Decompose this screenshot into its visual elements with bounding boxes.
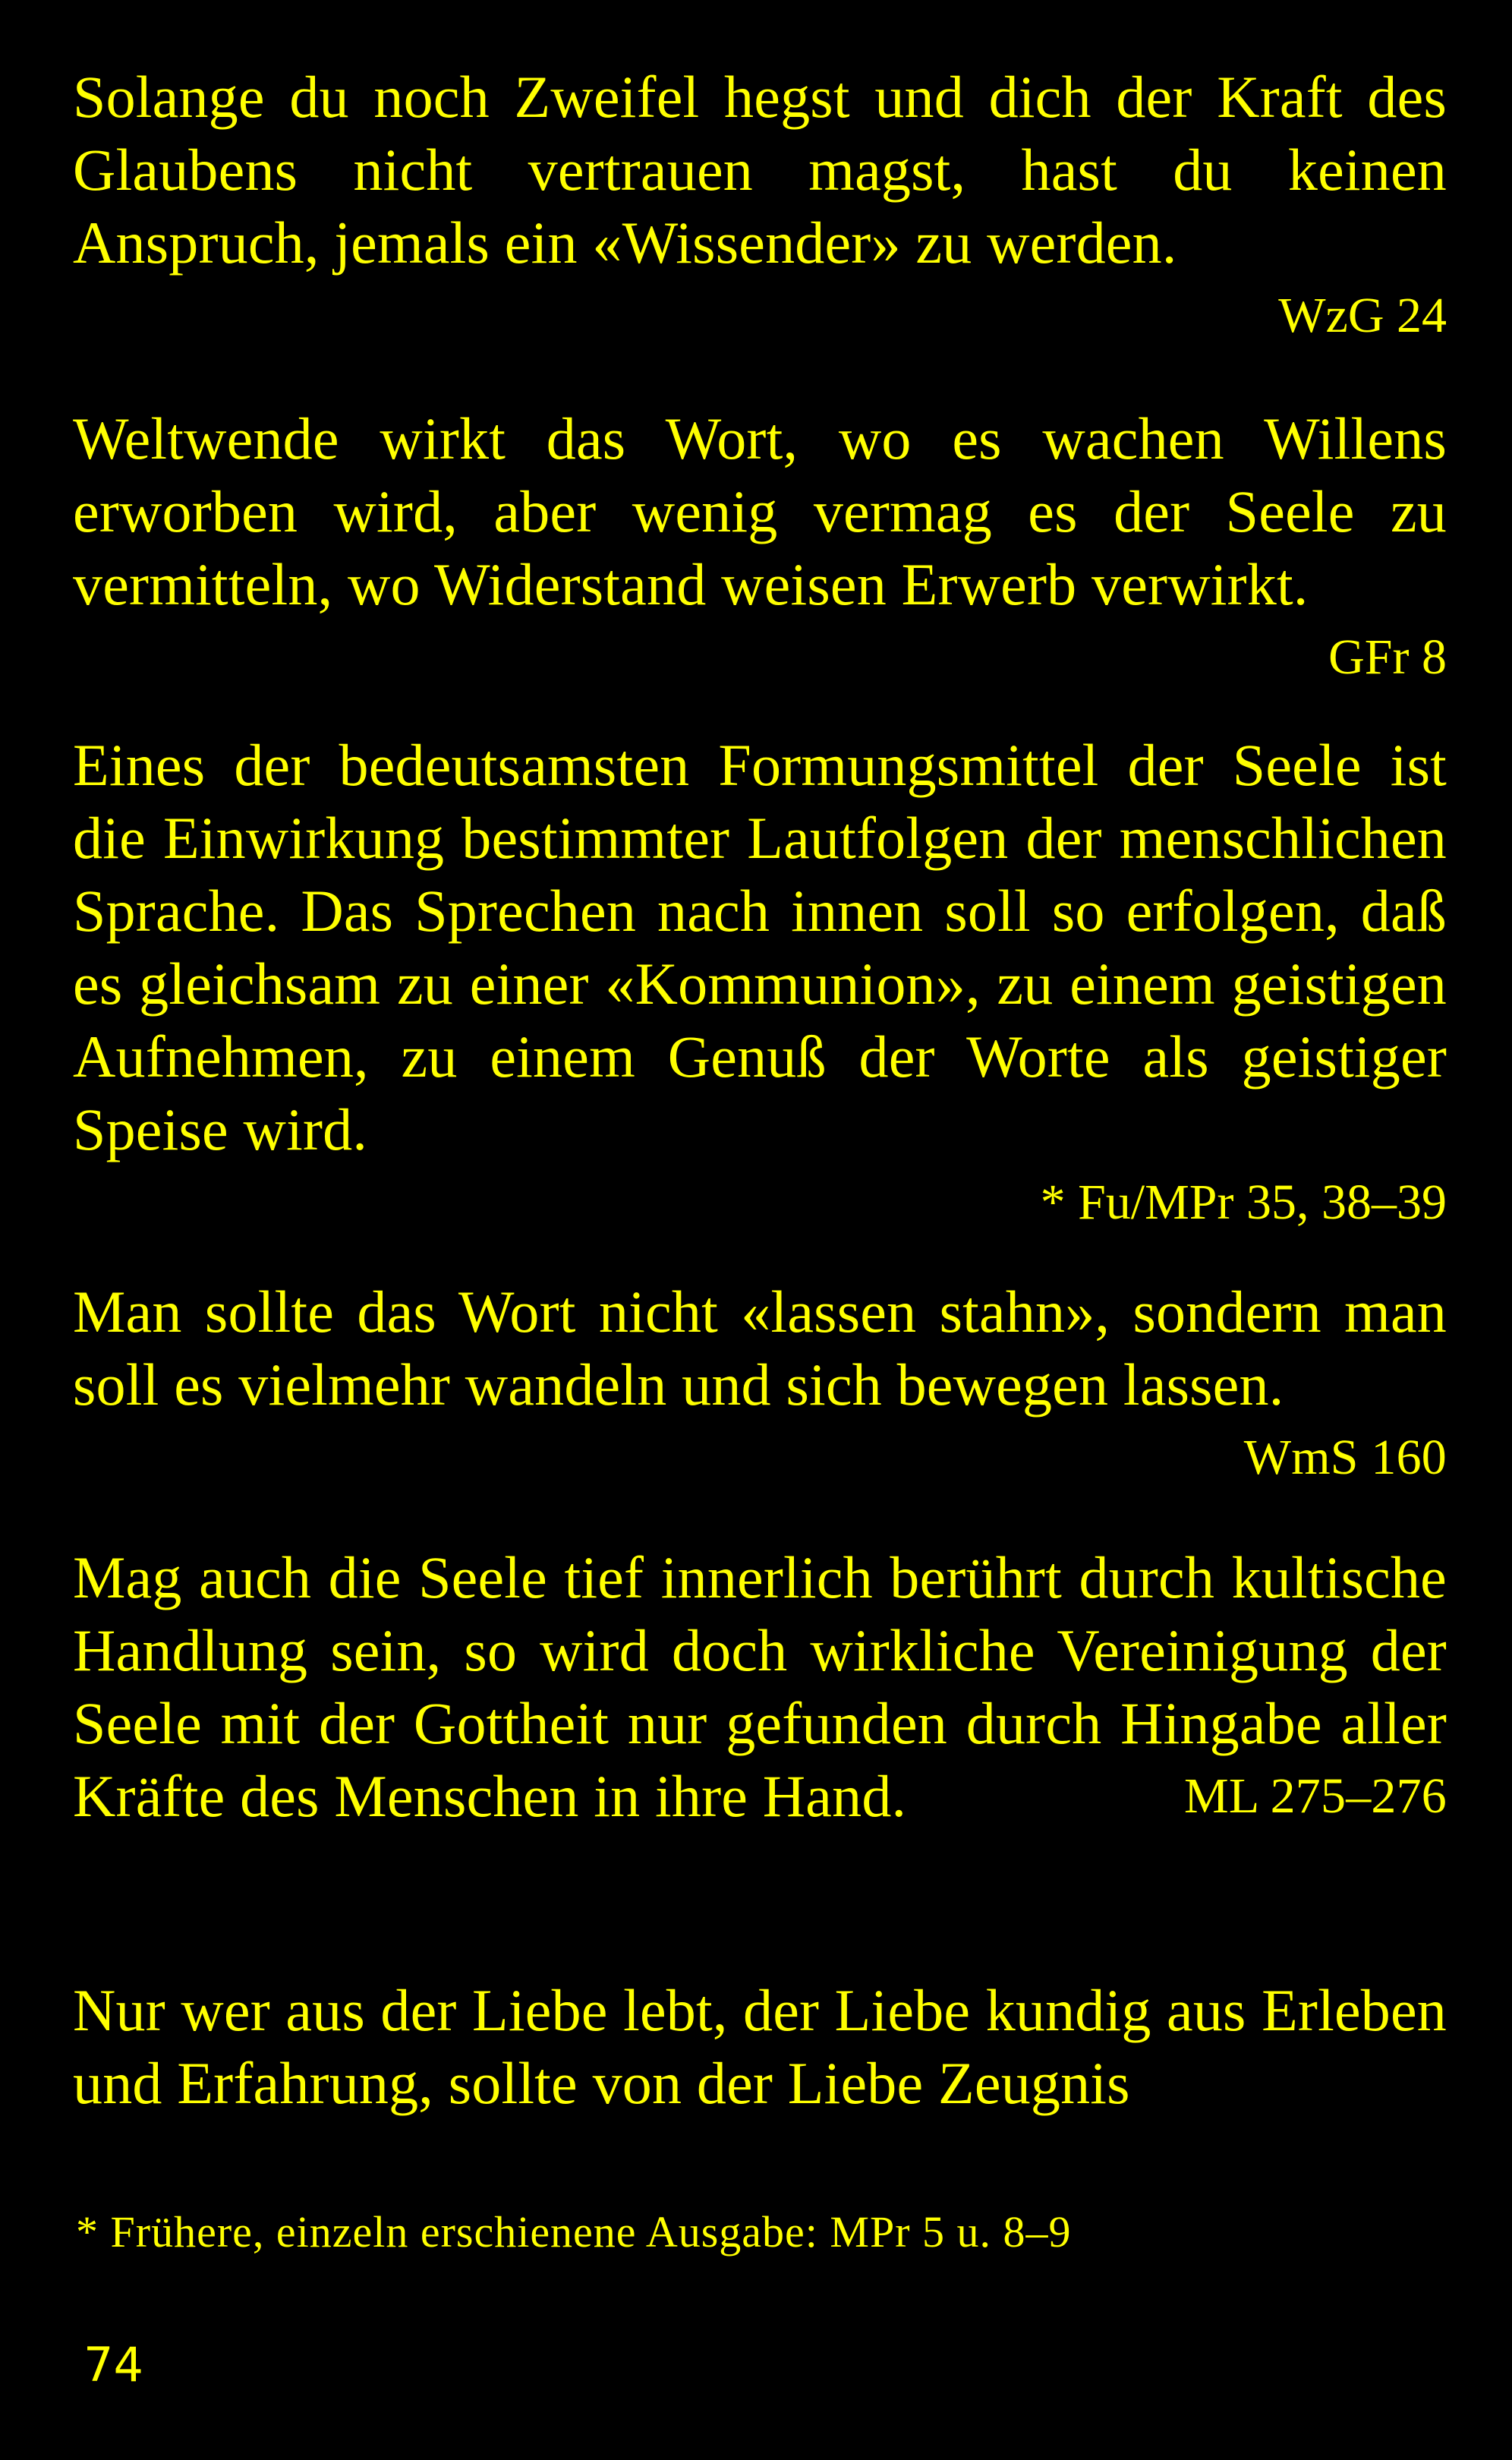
quote-text: Nur wer aus der Liebe lebt, der Liebe kundig aus Erleben und Erfahrung, sollte von der Liebe Zeugnis xyxy=(73,1977,1447,2116)
quote-source: GFr 8 xyxy=(1328,629,1447,685)
quote-text: Eines der bedeutsamsten Formungsmittel der Seele ist die Einwirkung bestimmter Lautfolgen der menschlichen Sprache. Das Sprechen nach innen soll so erfolgen, daß es gleichsam zu einer «Kommunion», zu einem geistigen Aufnehmen, zu einem Genuß der Worte als geistiger Speise wird. xyxy=(73,732,1447,1162)
quote-block xyxy=(73,402,1447,694)
quote-source: ML 275–276 xyxy=(1183,1768,1447,1824)
quote-text-body: Man sollte das Wort nicht «lassen stahn», sondern man soll es vielmehr wandeln und sich bewegen lassen. xyxy=(73,1279,1447,1418)
quote-block xyxy=(73,1974,1447,2120)
quote-block xyxy=(73,1541,1447,1833)
quote-text-body: Mag auch die Seele tief innerlich berührt durch kultische Handlung sein, so wird doch wirkliche Vereinigung der Seele mit der Gottheit nur gefunden durch Hingabe aller Kräfte des Menschen in ihre Hand. xyxy=(73,1544,1447,1829)
quote-source: * Fu/MPr 35, 38–39 xyxy=(1040,1175,1447,1230)
quote-source: WzG 24 xyxy=(1278,288,1447,343)
quote-text: Weltwende wirkt das Wort, wo es wachen Willens erworben wird, aber wenig vermag es der Seele zu vermitteln, wo Widerstand weisen Erwerb verwirkt. xyxy=(73,405,1447,617)
quote-block xyxy=(73,729,1447,1239)
footnote: * Frühere, einzeln erschienene Ausgabe: MPr 5 u. 8–9 xyxy=(76,2207,1072,2257)
quote-source: WmS 160 xyxy=(1243,1430,1447,1485)
quote-block xyxy=(73,61,1447,352)
quote-text xyxy=(73,1276,1447,1485)
page-number: 74 xyxy=(83,2337,143,2392)
quote-text xyxy=(73,1541,1447,1833)
quote-block xyxy=(73,1276,1447,1494)
quote-text: Solange du noch Zweifel hegst und dich der Kraft des Glaubens nicht vertrauen magst, hast du keinen Anspruch, jemals ein «Wissender» zu werden. xyxy=(73,64,1447,276)
